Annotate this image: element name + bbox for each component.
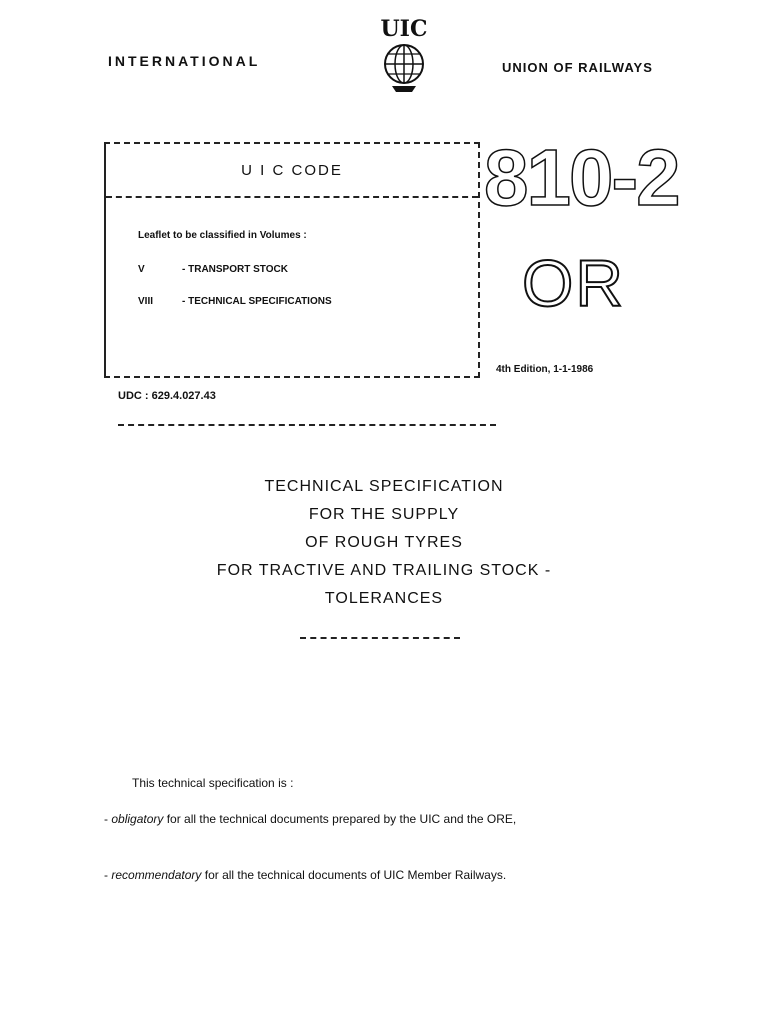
- title-line: FOR THE SUPPLY: [308, 506, 460, 523]
- uic-code-box: [104, 142, 480, 378]
- code-number: 810-2: [484, 133, 679, 222]
- volume-num: V: [138, 264, 145, 275]
- edition-date: 4th Edition, 1-1-1986: [496, 364, 594, 375]
- volume-label: - TECHNICAL SPECIFICATIONS: [182, 296, 332, 307]
- leaflet-label: Leaflet to be classified in Volumes :: [138, 230, 307, 241]
- divider: [300, 637, 460, 639]
- volume-label: - TRANSPORT STOCK: [182, 264, 288, 275]
- volume-num: VIII: [138, 296, 154, 307]
- title-line: OF ROUGH TYRES: [305, 534, 463, 551]
- code-box-title: U I C CODE: [241, 161, 343, 179]
- code-suffix: OR: [522, 246, 625, 320]
- list-item: - obligatory for all the technical documents prepared by the UIC and the ORE,: [104, 812, 517, 826]
- item-term: recommendatory: [111, 868, 202, 882]
- item-text: for all the technical documents of UIC Member Railways.: [204, 868, 507, 882]
- udc-number: UDC : 629.4.027.43: [118, 390, 216, 402]
- title-line: FOR TRACTIVE AND TRAILING STOCK -: [216, 562, 552, 579]
- title-line: TOLERANCES: [324, 590, 444, 607]
- header-org-right: UNION OF RAILWAYS: [502, 60, 653, 75]
- item-term: obligatory: [111, 812, 164, 826]
- divider: [118, 424, 496, 426]
- item-text: for all the technical documents prepared by the UIC and the ORE,: [166, 812, 517, 826]
- list-item: - recommendatory for all the technical documents of UIC Member Railways.: [104, 868, 507, 882]
- uic-logo: [372, 14, 436, 94]
- logo-text: UIC: [380, 16, 428, 42]
- header-org-left: INTERNATIONAL: [108, 53, 261, 69]
- title-line: TECHNICAL SPECIFICATION: [264, 478, 504, 495]
- intro-text: This technical specification is :: [132, 776, 294, 790]
